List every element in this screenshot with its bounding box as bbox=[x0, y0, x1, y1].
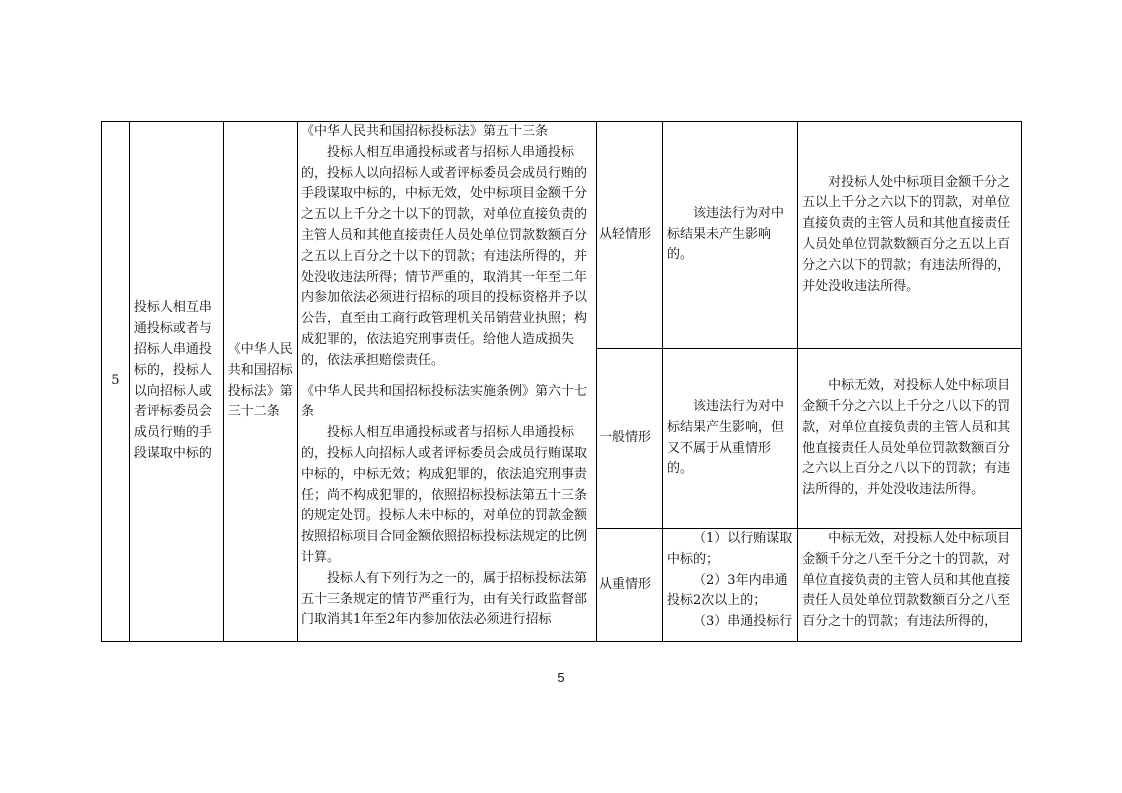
condition-item: （1）以行贿谋取中标的； bbox=[667, 531, 793, 567]
penalty-standard: 中标无效，对投标人处中标项目金额千分之六以上千分之八以下的罚款，对单位直接负责的主管人员和其他直接责任人员处单位罚款数额百分之六以上百分之八以下的罚款；有违法所得的，并处没收违法所得。 bbox=[798, 349, 1022, 529]
situation-condition bbox=[663, 529, 798, 642]
law-paragraph-2: 投标人相互串通投标或者与招标人串通投标的，投标人向招标人或者评标委员会成员行贿谋取中标的，中标无效；构成犯罪的，依法追究刑事责任；尚不构成犯罪的，依照招标投标法第五十三条的规定处罚。投标人未中标的，对单位的罚款金额按照招标项目合同金额依照招标投标法规定的比例计算。 bbox=[300, 425, 587, 565]
penalty-law-text bbox=[297, 122, 596, 642]
situation-level: 从重情形 bbox=[597, 529, 663, 642]
situation-condition: 该违法行为对中标结果产生影响，但又不属于从重情形的。 bbox=[663, 349, 798, 529]
penalty-standard: 对投标人处中标项目金额千分之五以上千分之六以下的罚款，对单位直接负责的主管人员和其他直接责任人员处单位罚款数额百分之五以上百分之六以下的罚款；有违法所得的，并处没收违法所得。 bbox=[798, 122, 1022, 349]
condition-item: （3）串通投标行 bbox=[693, 614, 793, 630]
law-paragraph-1: 投标人相互串通投标或者与招标人串通投标的，投标人以向招标人或者评标委员会成员行贿的手段谋取中标的，中标无效，处中标项目金额千分之五以上千分之十以下的罚款，对单位直接负责的主管人员和其他直接责任人员处单位罚款数额百分之五以上百分之十以下的罚款；有违法所得的，并处没收违法所得；情节严重的，取消其一年至二年内参加依法必须进行招标的项目的投标资格并予以公告，直至由工商行政管理机关吊销营业执照；构成犯罪的，依法追究刑事责任。给他人造成损失的，依法承担赔偿责任。 bbox=[300, 144, 587, 368]
row-number: 5 bbox=[102, 122, 130, 642]
situation-level: 从轻情形 bbox=[597, 122, 663, 349]
situation-condition: 该违法行为对中标结果未产生影响的。 bbox=[663, 122, 798, 349]
page-number: 5 bbox=[557, 670, 565, 685]
table-row bbox=[102, 122, 1022, 349]
penalty-table bbox=[101, 121, 1022, 642]
violation-description: 投标人相互串通投标或者与招标人串通投标的，投标人以向招标人或者评标委员会成员行贿的手段谋取中标的 bbox=[129, 122, 223, 642]
law-title-2: 《中华人民共和国招标投标法实施条例》第六十七条 bbox=[300, 383, 587, 420]
law-title-1: 《中华人民共和国招标投标法》第五十三条 bbox=[300, 124, 548, 139]
condition-item: （2）3年内串通投标2次以上的； bbox=[667, 572, 788, 609]
spacer bbox=[301, 372, 593, 382]
law-paragraph-3: 投标人有下列行为之一的，属于招标投标法第五十三条规定的情节严重行为，由有关行政监督部门取消其1年至2年内参加依法必须进行招标 bbox=[300, 570, 587, 628]
penalty-standard: 中标无效，对投标人处中标项目金额千分之八至千分之十的罚款，对单位直接负责的主管人员和其他直接责任人员处单位罚款数额百分之八至百分之十的罚款；有违法所得的， bbox=[798, 529, 1022, 642]
legal-basis: 《中华人民共和国招标投标法》第三十二条 bbox=[223, 122, 297, 642]
situation-level: 一般情形 bbox=[597, 349, 663, 529]
